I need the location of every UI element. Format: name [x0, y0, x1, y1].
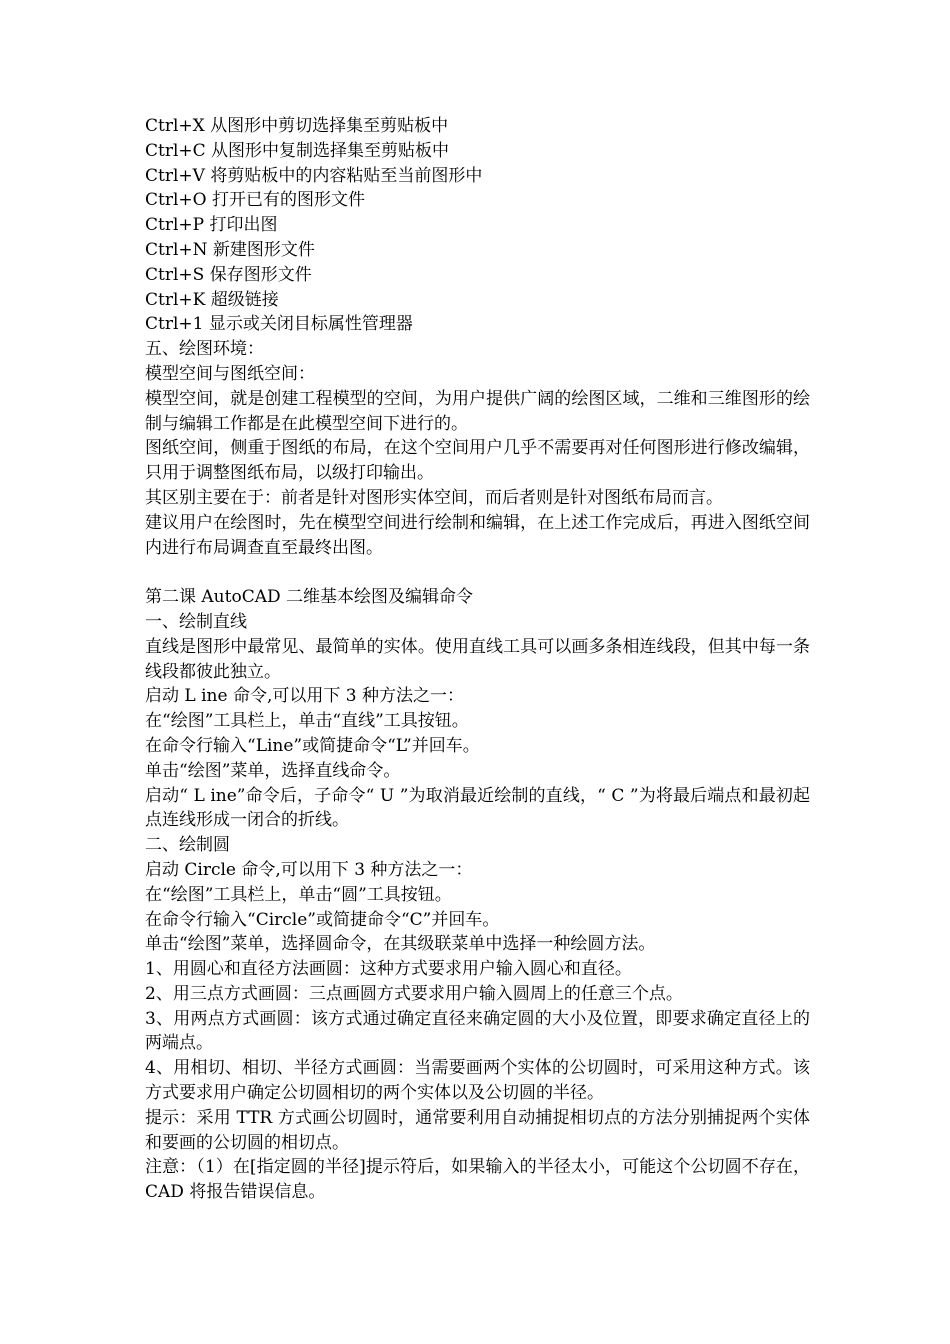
section-drawing-environment: [145, 337, 810, 560]
paragraph-line-toolbar: 在“绘图”工具栏上，单击“直线”工具按钮。: [145, 711, 469, 732]
shortcut-ctrl-1: Ctrl+1 显示或关闭目标属性管理器: [145, 314, 413, 335]
paragraph-paper-space: 图纸空间，侧重于图纸的布局，在这个空间用户几乎不需要再对任何图形进行修改编辑，只用于调整图纸布局，以级打印输出。: [145, 438, 810, 484]
blank-line: [145, 560, 810, 585]
shortcut-ctrl-v: Ctrl+V 将剪贴板中的内容粘贴至当前图形中: [145, 165, 483, 186]
paragraph-suggestion: 建议用户在绘图时，先在模型空间进行绘制和编辑，在上述工作完成后，再进入图纸空间内进行布局调查直至最终出图。: [145, 512, 810, 558]
shortcut-ctrl-s: Ctrl+S 保存图形文件: [145, 264, 312, 285]
shortcut-ctrl-n: Ctrl+N 新建图形文件: [145, 239, 315, 260]
circle-method-4: 4、用相切、相切、半径方式画圆：当需要画两个实体的公切圆时，可采用这种方式。该方式要求用户确定公切圆相切的两个实体以及公切圆的半径。: [145, 1058, 810, 1104]
paragraph-line-start: 启动 L ine 命令,可以用下 3 种方法之一：: [145, 686, 464, 707]
circle-method-2: 2、用三点方式画圆：三点画圆方式要求用户输入圆周上的任意三个点。: [145, 983, 683, 1004]
paragraph-circle-start: 启动 Circle 命令,可以用下 3 种方法之一：: [145, 859, 473, 880]
lesson-title: 第二课 AutoCAD 二维基本绘图及编辑命令: [145, 587, 474, 608]
paragraph-line-subcommands: 启动“ L ine”命令后，子命令“ U ”为取消最近绘制的直线，“ C ”为将最后端点和最初起点连线形成一闭合的折线。: [145, 785, 810, 831]
shortcut-list: [145, 114, 810, 337]
paragraph-note: 注意：（1）在[指定圆的半径]提示符后，如果输入的半径太小，可能这个公切圆不存在，CAD 将报告错误信息。: [145, 1157, 810, 1203]
shortcut-ctrl-x: Ctrl+X 从图形中剪切选择集至剪贴板中: [145, 116, 449, 136]
paragraph-difference: 其区别主要在于：前者是针对图形实体空间，而后者则是针对图纸布局而言。: [145, 487, 723, 508]
paragraph-line-intro: 直线是图形中最常见、最简单的实体。使用直线工具可以画多条相连线段，但其中每一条线段都彼此独立。: [145, 636, 810, 682]
paragraph-line-menu: 单击“绘图”菜单，选择直线命令。: [145, 760, 401, 781]
paragraph-line-command: 在命令行输入“Line”或简捷命令“L”并回车。: [145, 735, 480, 756]
document-body: [145, 114, 810, 1205]
shortcut-ctrl-p: Ctrl+P 打印出图: [145, 215, 278, 236]
paragraph-tip: 提示：采用 TTR 方式画公切圆时，通常要利用自动捕捉相切点的方法分别捕捉两个实体和要画的公切圆的相切点。: [145, 1107, 810, 1153]
paragraph-circle-command: 在命令行输入“Circle”或简捷命令“C”并回车。: [145, 909, 500, 930]
shortcut-ctrl-k: Ctrl+K 超级链接: [145, 289, 279, 310]
paragraph-circle-toolbar: 在“绘图”工具栏上，单击“圆”工具按钮。: [145, 884, 452, 905]
paragraph-circle-menu: 单击“绘图”菜单，选择圆命令，在其级联菜单中选择一种绘圆方法。: [145, 934, 656, 955]
lesson-two: [145, 585, 810, 1205]
circle-method-1: 1、用圆心和直径方法画圆：这种方式要求用户输入圆心和直径。: [145, 959, 632, 980]
shortcut-ctrl-o: Ctrl+O 打开已有的图形文件: [145, 190, 365, 211]
circle-method-3: 3、用两点方式画圆：该方式通过确定直径来确定圆的大小及位置，即要求确定直径上的两端点。: [145, 1008, 810, 1054]
shortcut-ctrl-c: Ctrl+C 从图形中复制选择集至剪贴板中: [145, 140, 450, 161]
paragraph-model-space: 模型空间，就是创建工程模型的空间，为用户提供广阔的绘图区域，二维和三维图形的绘制与编辑工作都是在此模型空间下进行的。: [145, 388, 810, 434]
section-heading: 五、绘图环境：: [145, 339, 264, 360]
circle-section-heading: 二、绘制圆: [145, 835, 230, 856]
section-subheading: 模型空间与图纸空间：: [145, 363, 315, 384]
line-section-heading: 一、绘制直线: [145, 611, 247, 632]
